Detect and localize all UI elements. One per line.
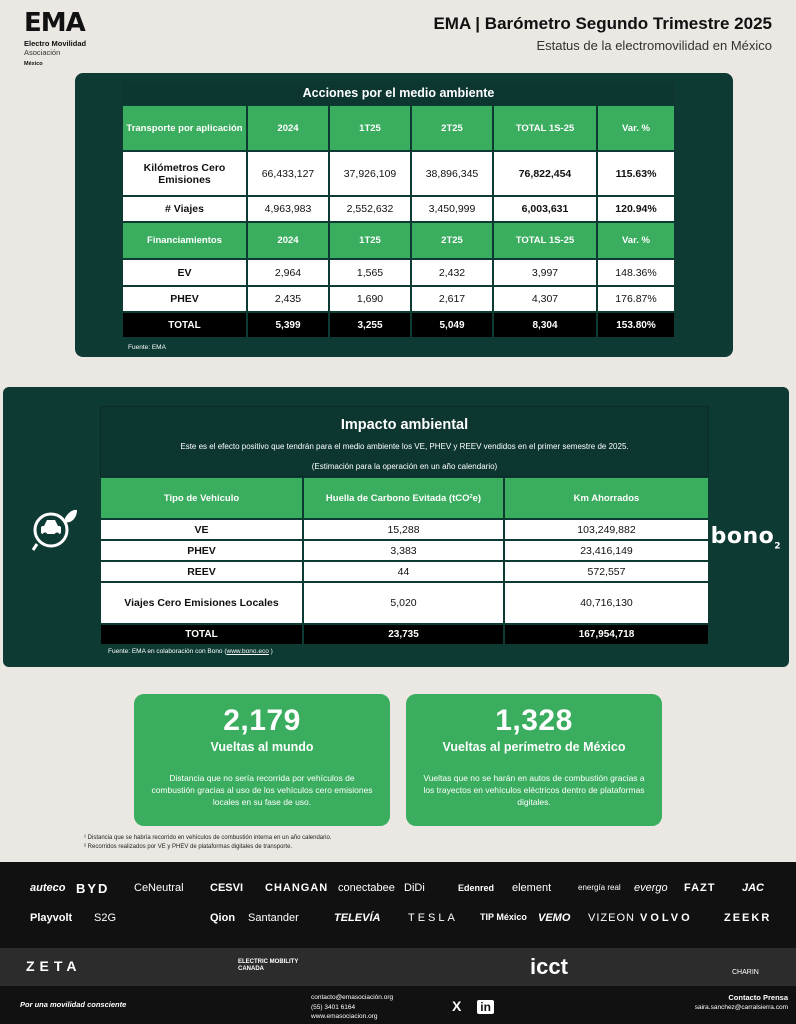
total-cell: 153.80% xyxy=(597,312,675,338)
bono-logo-text: bono xyxy=(710,524,775,549)
total-cell: 3,255 xyxy=(329,312,411,338)
table-cell: 4,307 xyxy=(493,286,597,312)
impacto-panel xyxy=(3,387,789,667)
table-cell: # Viajes xyxy=(122,196,247,222)
sponsor-logo: JAC xyxy=(742,882,765,894)
sponsor-logo: DiDi xyxy=(404,882,425,894)
total-cell: TOTAL xyxy=(122,312,247,338)
sponsor-logo: icct xyxy=(530,954,568,979)
logo-line3: México xyxy=(24,61,43,67)
table-cell: 2,552,632 xyxy=(329,196,411,222)
header-cell: 2024 xyxy=(247,222,329,259)
stat-card-vueltas-mexico xyxy=(406,694,662,826)
header-cell: 2024 xyxy=(247,105,329,151)
header-cell: Km Ahorrados xyxy=(504,477,709,519)
table-cell: 148.36% xyxy=(597,259,675,286)
total-cell: 5,399 xyxy=(247,312,329,338)
total-cell: 5,049 xyxy=(411,312,493,338)
table-cell: VE xyxy=(100,519,303,540)
sponsor-logo: TESLA xyxy=(408,912,458,924)
footer-contact xyxy=(311,993,393,1022)
total-row xyxy=(100,624,709,645)
contact-email[interactable]: contacto@emasociación.org xyxy=(311,994,394,1001)
acciones-title: Acciones por el medio ambiente xyxy=(122,81,675,105)
table-cell: 38,896,345 xyxy=(411,151,493,196)
contact-web[interactable]: www.emasociacion.org xyxy=(311,1013,378,1020)
header-cell: 2T25 xyxy=(411,105,493,151)
social-links xyxy=(452,998,494,1014)
table-row xyxy=(122,151,675,196)
ema-logo-mark: EMA xyxy=(24,8,85,38)
stat-desc: Vueltas que no se harán en autos de combustión gracias a los trayectos en vehículos eléctricos dentro de plataformas digitales. xyxy=(423,773,645,807)
table-cell: 23,416,149 xyxy=(504,540,709,561)
header-cell: 1T25 xyxy=(329,222,411,259)
sponsor-logo: Qion xyxy=(210,912,236,924)
sponsor-logo: element xyxy=(512,882,552,894)
table-cell: 66,433,127 xyxy=(247,151,329,196)
header-cell: Var. % xyxy=(597,222,675,259)
sponsor-logo: FAZT xyxy=(684,882,716,894)
sponsor-logo: Playvolt xyxy=(30,912,73,924)
table-header xyxy=(122,222,675,259)
logo-line2: Asociación xyxy=(24,48,61,57)
table-cell: REEV xyxy=(100,561,303,582)
sponsor-logo: TELEVÍA xyxy=(334,912,381,924)
acciones-table xyxy=(122,81,675,338)
table-cell: 115.63% xyxy=(597,151,675,196)
eco-car-icon xyxy=(31,504,79,552)
table-header xyxy=(100,477,709,519)
acciones-source: Fuente: EMA xyxy=(128,344,166,351)
table-row xyxy=(122,259,675,286)
table-cell: 3,997 xyxy=(493,259,597,286)
stat-value: 2,179 xyxy=(223,704,301,737)
stat-label: Vueltas al mundo xyxy=(210,740,314,754)
table-cell: Viajes Cero Emisiones Locales xyxy=(100,582,303,624)
total-cell: 8,304 xyxy=(493,312,597,338)
table-cell: 2,432 xyxy=(411,259,493,286)
table-cell: 572,557 xyxy=(504,561,709,582)
header-cell: TOTAL 1S-25 xyxy=(493,222,597,259)
table-row xyxy=(122,196,675,222)
table-cell: 176.87% xyxy=(597,286,675,312)
stat-label: Vueltas al perímetro de México xyxy=(442,740,626,754)
sponsor-logo: S2G xyxy=(94,912,117,924)
table-cell: 5,020 xyxy=(303,582,504,624)
table-cell: 15,288 xyxy=(303,519,504,540)
x-icon[interactable]: X xyxy=(452,998,462,1014)
table-cell: 37,926,109 xyxy=(329,151,411,196)
sponsor-band xyxy=(0,862,796,948)
impacto-hero xyxy=(100,406,709,477)
table-row xyxy=(100,540,709,561)
footer-slogan: Por una movilidad consciente xyxy=(20,1000,127,1009)
table-cell: 1,690 xyxy=(329,286,411,312)
sponsor-logo: Edenred xyxy=(458,883,495,893)
bono-logo-sub: 2 xyxy=(774,541,781,552)
sponsor-logo: CESVI xyxy=(210,882,244,894)
bono-logo xyxy=(711,524,781,551)
sponsor-logo: CeNeutral xyxy=(134,882,184,894)
stat-desc: Distancia que no sería recorrida por vehículos de combustión gracias al uso de los vehículos cero emisiones locales en su fase de uso. xyxy=(151,773,373,807)
table-cell: 76,822,454 xyxy=(493,151,597,196)
sponsor-logo: TIP México xyxy=(480,912,527,922)
total-cell: 167,954,718 xyxy=(504,624,709,645)
sponsor-logo: ZEEKR xyxy=(724,912,772,924)
table-row xyxy=(122,286,675,312)
sponsor-logo: VEMO xyxy=(538,912,571,924)
impacto-source xyxy=(108,648,273,655)
sponsor-logo: evergo xyxy=(634,882,668,894)
header-cell: 2T25 xyxy=(411,222,493,259)
sponsor-logo: CHARIN xyxy=(732,969,759,976)
sponsor-logo: ZETA xyxy=(26,958,82,974)
table-cell: 3,450,999 xyxy=(411,196,493,222)
table-row xyxy=(100,519,709,540)
acciones-panel xyxy=(75,73,733,357)
impacto-desc: Este es el efecto positivo que tendrán para el medio ambiente los VE, PHEV y REEV vendidos en el primer semestre de 2025. xyxy=(180,442,629,451)
header-cell: Transporte por aplicación xyxy=(122,105,247,151)
table-cell: 2,964 xyxy=(247,259,329,286)
total-row xyxy=(122,312,675,338)
table-row xyxy=(100,561,709,582)
table-cell: 4,963,983 xyxy=(247,196,329,222)
table-cell: 2,617 xyxy=(411,286,493,312)
footnote: ¹ Distancia que se habría recorrido en vehículos de combustión interna en un año calendario. xyxy=(84,835,332,841)
sponsor-logo: VIZEON xyxy=(588,912,635,924)
footer xyxy=(0,986,796,1024)
table-cell: 120.94% xyxy=(597,196,675,222)
stat-card-vueltas-mundo xyxy=(134,694,390,826)
header-cell: Huella de Carbono Evitada (tCO²e) xyxy=(303,477,504,519)
table-cell: 6,003,631 xyxy=(493,196,597,222)
table-cell: 3,383 xyxy=(303,540,504,561)
table-header xyxy=(122,105,675,151)
sponsor-logo: CHANGAN xyxy=(265,882,329,894)
page-subtitle: Estatus de la electromovilidad en México xyxy=(536,38,772,53)
header-cell: Tipo de Vehículo xyxy=(100,477,303,519)
sponsor-logo: ELECTRIC MOBILITY CANADA xyxy=(238,959,299,972)
source-prefix: Fuente: EMA en colaboración con Bono ( xyxy=(108,648,227,655)
press-title: Contacto Prensa xyxy=(728,993,788,1002)
linkedin-icon[interactable]: in xyxy=(477,1000,494,1014)
header-cell: 1T25 xyxy=(329,105,411,151)
sponsor-logo: auteco xyxy=(30,882,66,894)
logo-line1: Electro Movilidad xyxy=(24,39,87,48)
sponsor-logo: Santander xyxy=(248,912,299,924)
sponsor-logo: BYD xyxy=(76,881,110,896)
sponsor-logo: conectabee xyxy=(338,882,395,894)
table-cell: 44 xyxy=(303,561,504,582)
stat-value: 1,328 xyxy=(495,704,573,737)
header xyxy=(433,14,772,53)
header-cell: Financiamientos xyxy=(122,222,247,259)
table-cell: 103,249,882 xyxy=(504,519,709,540)
table-cell: 1,565 xyxy=(329,259,411,286)
table-cell: EV xyxy=(122,259,247,286)
page-title: EMA | Barómetro Segundo Trimestre 2025 xyxy=(433,14,772,33)
press-email[interactable]: saira.sanchez@carralsierra.com xyxy=(694,1004,788,1011)
ema-logo xyxy=(24,10,134,66)
sponsor-logo: VOLVO xyxy=(640,912,693,924)
footnote: ² Recorridos realizados por VE y PHEV de plataformas digitales de transporte. xyxy=(84,844,293,850)
table-row xyxy=(100,582,709,624)
sponsor-logo: energía real xyxy=(578,883,621,892)
sponsor-band-secondary xyxy=(0,948,796,986)
impacto-estimate: (Estimación para la operación en un año calendario) xyxy=(311,462,498,471)
table-cell: PHEV xyxy=(122,286,247,312)
total-cell: TOTAL xyxy=(100,624,303,645)
table-cell: 2,435 xyxy=(247,286,329,312)
table-cell: PHEV xyxy=(100,540,303,561)
press-contact xyxy=(695,993,788,1013)
header-cell: Var. % xyxy=(597,105,675,151)
impacto-table xyxy=(100,406,709,645)
table-cell: Kilómetros Cero Emisiones xyxy=(122,151,247,196)
total-cell: 23,735 xyxy=(303,624,504,645)
source-suffix: ) xyxy=(268,648,273,655)
contact-phone: (55) 3401 6164 xyxy=(311,1003,356,1011)
bono-link[interactable]: www.bono.eco xyxy=(226,648,269,655)
footnotes xyxy=(84,834,331,852)
header-cell: TOTAL 1S-25 xyxy=(493,105,597,151)
table-cell: 40,716,130 xyxy=(504,582,709,624)
impacto-title: Impacto ambiental xyxy=(340,417,469,433)
